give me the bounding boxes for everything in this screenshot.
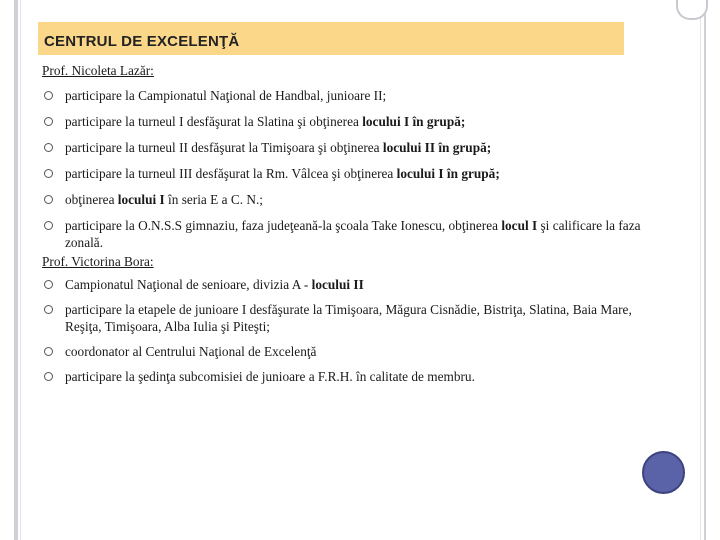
list-item: coordonator al Centrului Naţional de Excelenţă — [42, 343, 642, 360]
slide-title: CENTRUL DE EXCELENŢĂ — [44, 33, 240, 50]
list-item: participare la turneul III desfăşurat la Rm. Vâlcea şi obţinerea locului I în grupă; — [42, 165, 642, 182]
slide-content — [42, 62, 642, 385]
list-item: participare la şedinţa subcomisiei de junioare a F.R.H. în calitate de membru. — [42, 368, 642, 385]
bullet-icon — [44, 169, 53, 178]
slide-frame-left — [14, 0, 18, 540]
bullet-icon — [44, 91, 53, 100]
list-item: obţinerea locului I în seria E a C. N.; — [42, 191, 642, 208]
title-bar — [38, 22, 624, 55]
slide-frame-right — [704, 0, 706, 540]
section-heading: Prof. Nicoleta Lazăr: — [42, 63, 154, 78]
decorative-circle — [642, 451, 685, 494]
bullet-list — [42, 87, 642, 251]
bullet-icon — [44, 221, 53, 230]
list-item: Campionatul Naţional de senioare, divizia A - locului II — [42, 276, 642, 293]
bullet-list — [42, 276, 642, 385]
bullet-icon — [44, 372, 53, 381]
list-item: participare la etapele de junioare I desfăşurate la Timişoara, Măgura Cisnădie, Bistriţa, Slatina, Baia Mare, Reşiţa, Timişoara, Alba Iulia şi Piteşti; — [42, 301, 642, 335]
bullet-icon — [44, 305, 53, 314]
bullet-icon — [44, 195, 53, 204]
bullet-icon — [44, 280, 53, 289]
section-heading: Prof. Victorina Bora: — [42, 254, 154, 269]
bullet-icon — [44, 347, 53, 356]
bullet-icon — [44, 143, 53, 152]
bullet-icon — [44, 117, 53, 126]
slide-frame-right-inner — [700, 0, 701, 540]
list-item: participare la O.N.S.S gimnaziu, faza judeţeană-la şcoala Take Ionescu, obţinerea locul I şi calificare la faza zonală. — [42, 217, 642, 251]
list-item: participare la turneul II desfăşurat la Timişoara şi obţinerea locului II în grupă; — [42, 139, 642, 156]
list-item: participare la turneul I desfăşurat la Slatina şi obţinerea locului I în grupă; — [42, 113, 642, 130]
slide-frame-left-inner — [20, 0, 21, 540]
list-item: participare la Campionatul Naţional de Handbal, junioare II; — [42, 87, 642, 104]
